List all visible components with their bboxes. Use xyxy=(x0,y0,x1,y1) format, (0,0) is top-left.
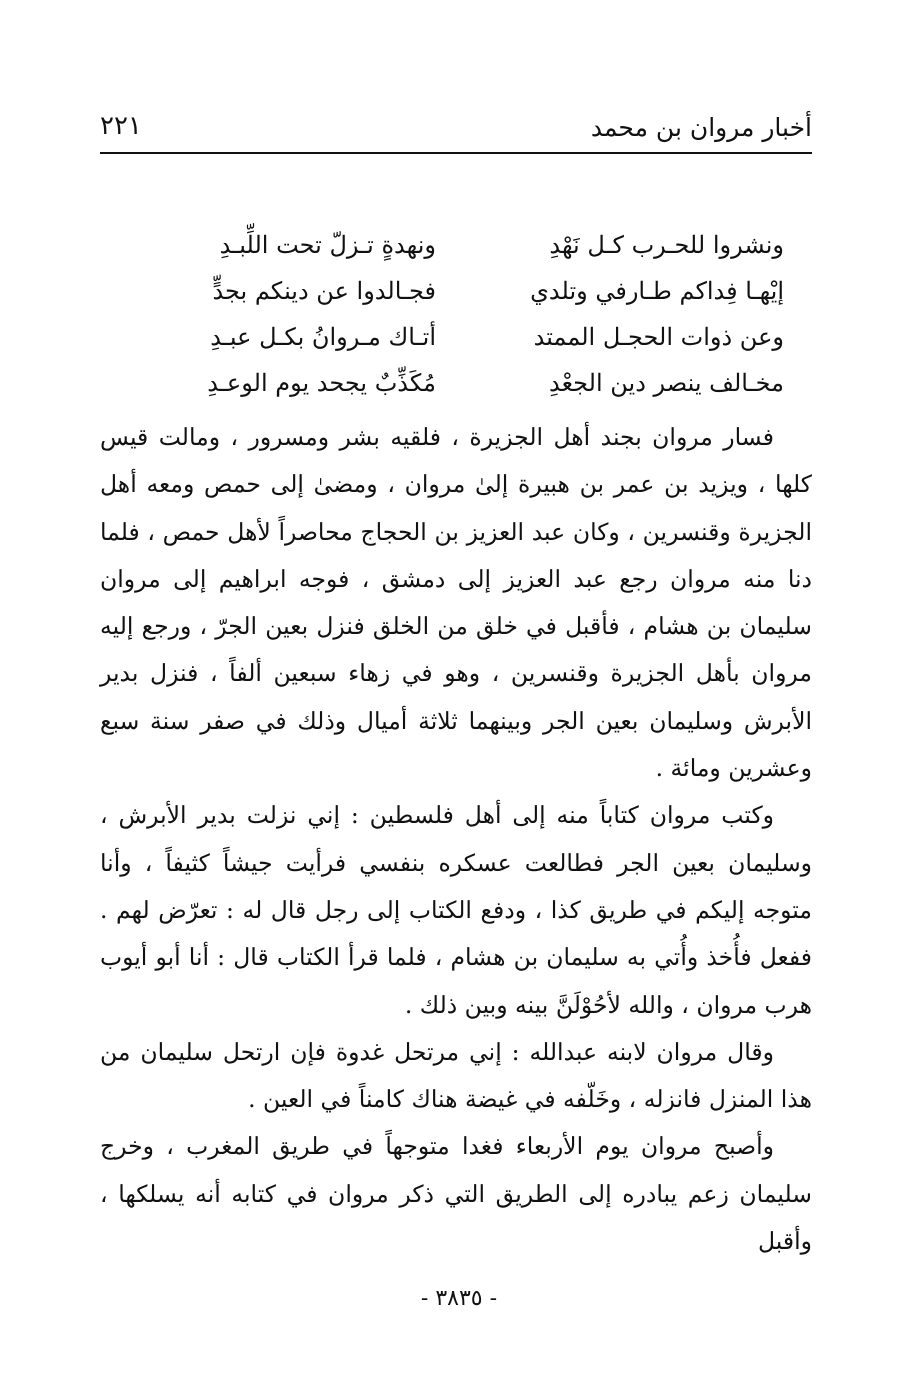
poem-line xyxy=(118,268,784,314)
poem-block xyxy=(118,222,784,406)
paragraph: وكتب مروان كتاباً منه إلى أهل فلسطين : إني نزلت بدير الأبرش ، وسليمان بعين الجر فطالعت عسكره بنفسي فرأيت جيشاً كثيفاً ، وأنا متوجه إليكم في طريق كذا ، ودفع الكتاب إلى رجل قال له : تعرّض لهم . ففعل فأُخذ وأُتي به سليمان بن هشام ، فلما قرأ الكتاب قال : أنا أبو أيوب هرب مروان ، والله لأحُوْلَنَّ بينه وبين ذلك . xyxy=(100,801,812,1019)
poem-line xyxy=(118,222,784,268)
poem-right-hemistich: ونشروا للحـرب كـل نَهْدِ xyxy=(549,231,784,259)
poem-right-hemistich: مخـالف ينصر دين الجعْدِ xyxy=(549,369,784,397)
paragraph: فسار مروان بجند أهل الجزيرة ، فلقيه بشر ومسرور ، ومالت قيس كلها ، ويزيد بن عمر بن هبيرة إلىٰ مروان ، ومضىٰ إلى حمص ومعه أهل الجزيرة وقنسرين ، وكان عبد العزيز بن الحجاج محاصراً لأهل حمص ، فلما دنا منه مروان رجع عبد العزيز إلى دمشق ، فوجه ابراهيم إلى مروان سليمان بن هشام ، فأقبل في خلق من الخلق فنزل بعين الجرّ ، ورجع إليه مروان بأهل الجزيرة وقنسرين ، وهو في زهاء سبعين ألفاً ، فنزل بدير الأبرش وسليمان بعين الجر وبينهما ثلاثة أميال وذلك في صفر سنة سبع وعشرين ومائة . xyxy=(100,423,812,783)
paragraph: وأصبح مروان يوم الأربعاء فغدا متوجهاً في طريق المغرب ، وخرج سليمان زعم يبادره إلى الطريق التي ذكر مروان في كتابه أنه يسلكها ، وأقبل xyxy=(100,1132,812,1256)
poem-left-hemistich: ونهدةٍ تـزلّ تحت اللِّبـدِ xyxy=(219,231,436,259)
running-title: أخبار مروان بن محمد xyxy=(590,113,812,142)
poem-right-hemistich: وعن ذوات الحجـل الممتد xyxy=(533,323,784,351)
page-footer xyxy=(0,1284,918,1314)
poem-line xyxy=(118,360,784,406)
folio-number: - ٣٨٣٥ - xyxy=(420,1286,498,1311)
paragraph: وقال مروان لابنه عبدالله : إني مرتحل غدوة فإن ارتحل سليمان من هذا المنزل فانزله ، وخَلّفه في غيضة هناك كامناً في العين . xyxy=(100,1037,812,1114)
poem-left-hemistich: أتـاك مـروانُ بكـل عبـدِ xyxy=(210,323,436,351)
page-number: ٢٢١ xyxy=(100,111,142,141)
header-rule xyxy=(100,152,812,154)
running-header xyxy=(100,102,812,154)
poem-line xyxy=(118,314,784,360)
poem-left-hemistich: مُكَذِّبٌ يجحد يوم الوعـدِ xyxy=(207,369,436,397)
poem-right-hemistich: إيْهـا فِداكم طـارفي وتلدي xyxy=(530,277,784,305)
prose-block xyxy=(100,414,812,1265)
poem-left-hemistich: فجـالدوا عن دينكم بجدٍّ xyxy=(212,277,436,305)
